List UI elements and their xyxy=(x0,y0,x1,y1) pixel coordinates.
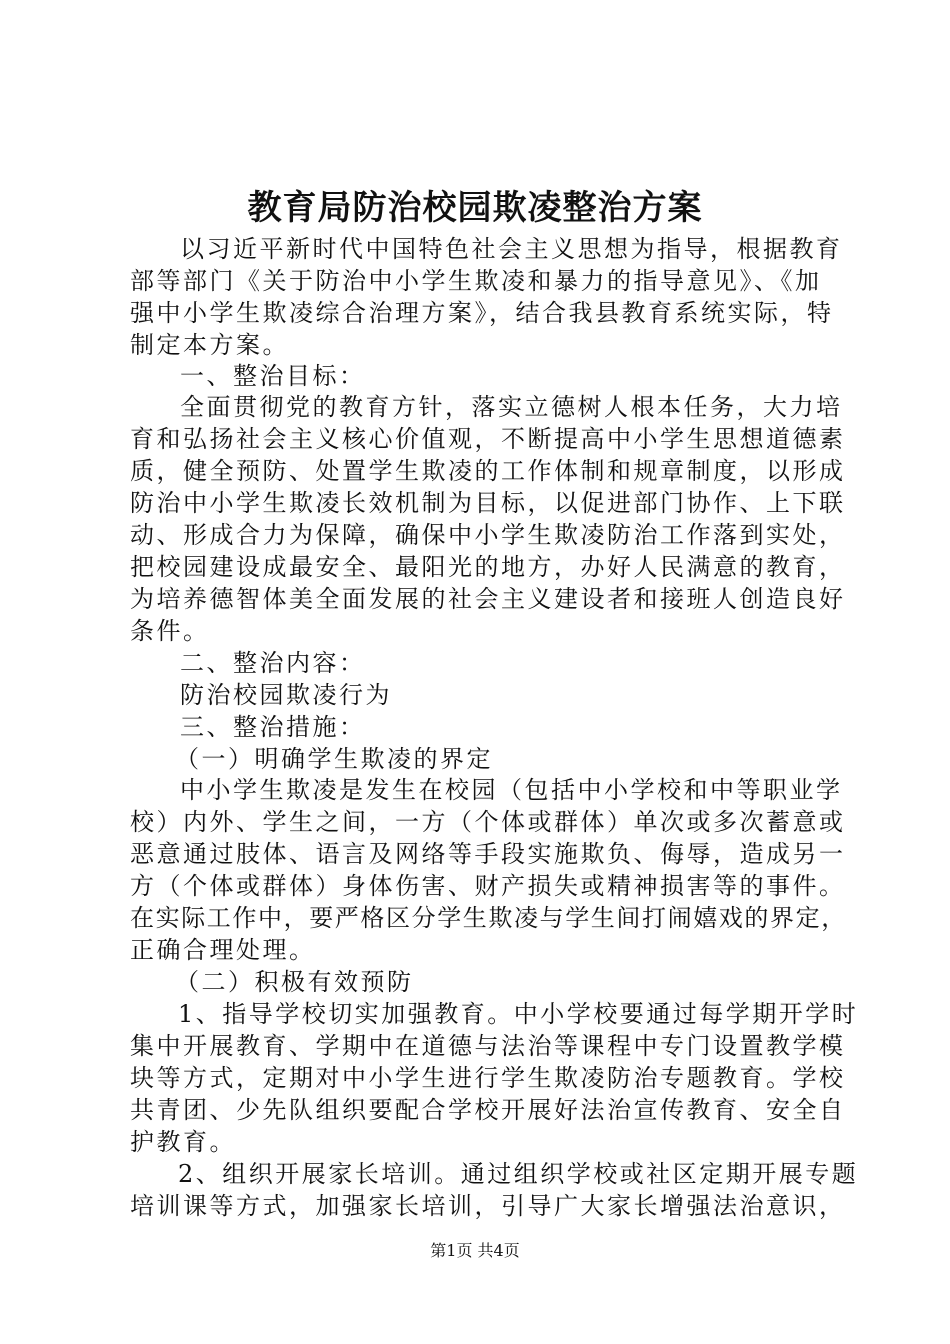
text-line: 条件。 xyxy=(130,617,210,645)
text-line: 护教育。 xyxy=(130,1128,236,1156)
text-line: 2、组织开展家长培训。通过组织学校或社区定期开展专题 xyxy=(178,1160,859,1188)
text-line: 育和弘扬社会主义核心价值观，不断提高中小学生思想道德素 xyxy=(130,425,846,453)
text-line: 质，健全预防、处置学生欺凌的工作体制和规章制度，以形成 xyxy=(130,457,846,485)
text-line: 培训课等方式，加强家长培训，引导广大家长增强法治意识， xyxy=(130,1192,846,1220)
text-line: 全面贯彻党的教育方针，落实立德树人根本任务，大力培 xyxy=(180,393,843,421)
subsection-heading: （一）明确学生欺凌的界定 xyxy=(175,745,493,773)
text-line: 中小学生欺凌是发生在校园（包括中小学校和中等职业学 xyxy=(180,776,843,804)
section-heading: 三、整治措施： xyxy=(180,713,366,741)
page-footer: 第1页 共4页 xyxy=(430,1241,520,1260)
document-title: 教育局防治校园欺凌整治方案 xyxy=(247,188,703,228)
text-line: 集中开展教育、学期中在道德与法治等课程中专门设置教学模 xyxy=(130,1032,846,1060)
text-line: 以习近平新时代中国特色社会主义思想为指导，根据教育 xyxy=(180,235,843,263)
text-line: 在实际工作中，要严格区分学生欺凌与学生间打闹嬉戏的界定， xyxy=(130,904,847,932)
text-line: 恶意通过肢体、语言及网络等手段实施欺负、侮辱，造成另一 xyxy=(130,840,846,868)
section-heading: 一、整治目标： xyxy=(180,362,366,390)
text-line: 共青团、少先队组织要配合学校开展好法治宣传教育、安全自 xyxy=(130,1096,846,1124)
section-heading: 二、整治内容： xyxy=(180,649,366,677)
text-line: 制定本方案。 xyxy=(130,331,289,359)
text-line: 部等部门《关于防治中小学生欺凌和暴力的指导意见》、《加 xyxy=(130,267,822,295)
text-line: 防治中小学生欺凌长效机制为目标，以促进部门协作、上下联 xyxy=(130,489,846,517)
text-line: 动、形成合力为保障，确保中小学生欺凌防治工作落到实处， xyxy=(130,521,846,549)
text-line: 强中小学生欺凌综合治理方案》，结合我县教育系统实际，特 xyxy=(130,299,834,327)
text-line: 把校园建设成最安全、最阳光的地方，办好人民满意的教育， xyxy=(130,553,846,581)
text-line: 方（个体或群体）身体伤害、财产损失或精神损害等的事件。 xyxy=(130,872,846,900)
text-line: 1、指导学校切实加强教育。中小学校要通过每学期开学时 xyxy=(178,1000,859,1028)
text-line: 块等方式，定期对中小学生进行学生欺凌防治专题教育。学校 xyxy=(130,1064,846,1092)
text-line: 正确合理处理。 xyxy=(130,936,316,964)
text-line: 校）内外、学生之间，一方（个体或群体）单次或多次蓄意或 xyxy=(130,808,846,836)
text-line: 为培养德智体美全面发展的社会主义建设者和接班人创造良好 xyxy=(130,585,846,613)
text-line: 防治校园欺凌行为 xyxy=(180,681,392,709)
subsection-heading: （二）积极有效预防 xyxy=(175,968,414,996)
